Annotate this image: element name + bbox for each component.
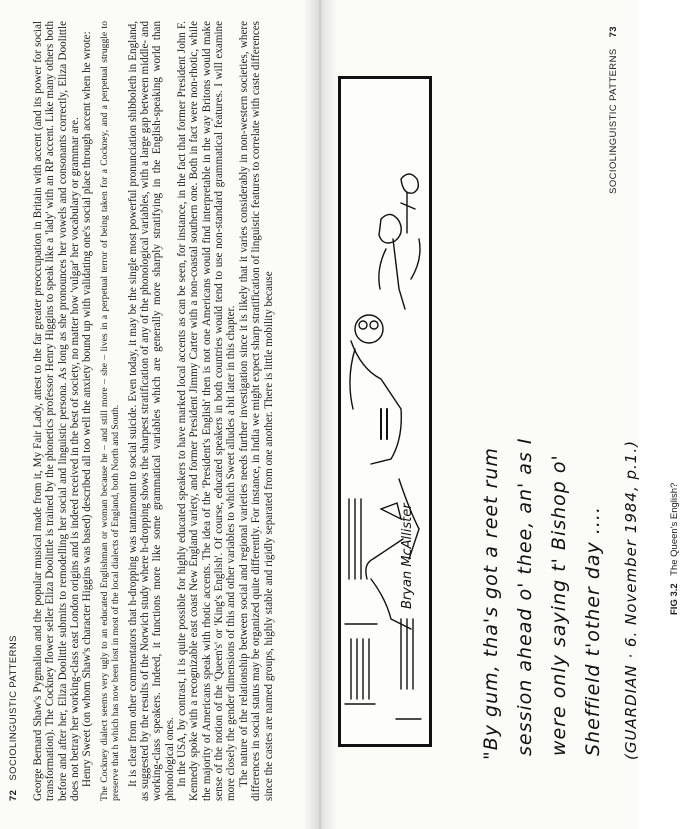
- paragraph: It is clear from other commentators that h-dropping was tantamount to social suicide. Even today, it may be the single most powerful pronunciation shibboleth in England, as suggested by the results of the Norwich study where h-dropping shows the sharpest stratification of any of the phonological variables, with a large gap between middle- and working-class speakers. Indeed, it functions more like some grammatical variables which are generally more sharply stratifying in the English-speaking world than phonological ones.: [126, 21, 176, 801]
- cartoon-handwritten-caption: [480, 180, 660, 760]
- right-running-head: SOCIOLINGUISTIC PATTERNS: [608, 48, 619, 194]
- left-page-body: [32, 21, 304, 801]
- paragraph: Henry Sweet (on whom Shaw's character Higgins was based) described all too well the anxiety bound up with validating one's social place through accent when he wrote:: [81, 31, 94, 787]
- handwritten-line: "By gum, tha's got a reet rum: [480, 447, 502, 760]
- book-gutter: [303, 0, 337, 829]
- cartoon-drawing: [341, 79, 429, 744]
- figure-number: FIG 3.2: [669, 583, 680, 615]
- figure-glasses-man: [350, 315, 401, 464]
- handwritten-line: were only saying t' Bishop o': [548, 454, 570, 756]
- figure-chef: [401, 174, 420, 279]
- figure-caption: [669, 195, 683, 615]
- right-page-number: 73: [608, 26, 619, 38]
- cartoon-illustration: [338, 76, 432, 747]
- left-running-head: SOCIOLINGUISTIC PATTERNS: [8, 635, 19, 781]
- left-page-number: 72: [8, 789, 19, 801]
- paragraph: George Bernard Shaw's Pygmalion and the popular musical made from it, My Fair Lady, attest to the far greater preoccupation in Britain with accent (and its power for social transformation). The Cockney flower seller Eliza Doolittle is trained by the phonetics professor Henry Higgins to speak like a 'lady' with an RP accent. Like many others both before and after her, Eliza Doolittle submits to remodelling her social and linguistic persona. As long as she pronounces her vowels and consonants correctly, Eliza Doolittle does not betray her working-class east London origins and is indeed received in the best of society, no matter how 'vulgar' her vocabulary or grammar are.: [32, 21, 82, 801]
- block-quote: The Cockney dialect seems very ugly to an educated Englishman or woman because he – and still more – she – lives in a perpetual terror of being taken for a Cockney, and a perpetual struggle to preserve that h which has now been lost in most of the local dialects of England, both North and South.: [98, 21, 122, 801]
- cartoonist-signature: Bryan McAllister: [400, 503, 415, 609]
- left-page: [8, 21, 304, 801]
- paragraph: The nature of the relationship between social and regional varieties needs further investigation since it is likely that it varies considerably in non-western societies, where differences in social status may be organized quite differently. For instance, in India we might expect sharp stratification of linguistic features to correlate with caste differences since the castes are named groups, highly stable and rigidly separated from one another. There is little mobility because: [237, 21, 275, 801]
- figure-title: The Queen's English?: [669, 482, 680, 576]
- handwritten-line: session ahead o' thee, an' as I: [514, 437, 536, 756]
- paragraph: In the USA, by contrast, it is quite possible for highly educated speakers to have marked local accents as can be seen, for instance, in the fact that former President John F. Kennedy spoke with a recognizable east coast New England variety, and former President Jimmy Carter with a non-coastal southern one. Both in fact were non-rhotic, while the majority of Americans speak with rhotic accents. The idea of the 'President's English' then is not one Americans would find interpretable in the way Britons would make sense of the notion of the 'Queen's' or 'King's English'. Of course, educated speakers in both countries would tend to use non-standard grammatical features. I will examine more closely the gender dimensions of this and other variables to which Sweet alludes a bit later in this chapter.: [176, 21, 238, 801]
- handwritten-line: Sheffield t'other day ....: [582, 506, 604, 756]
- left-page-header: [8, 21, 26, 801]
- handwritten-source: (GUARDIAN · 6. November 1984, p.1.): [622, 440, 640, 760]
